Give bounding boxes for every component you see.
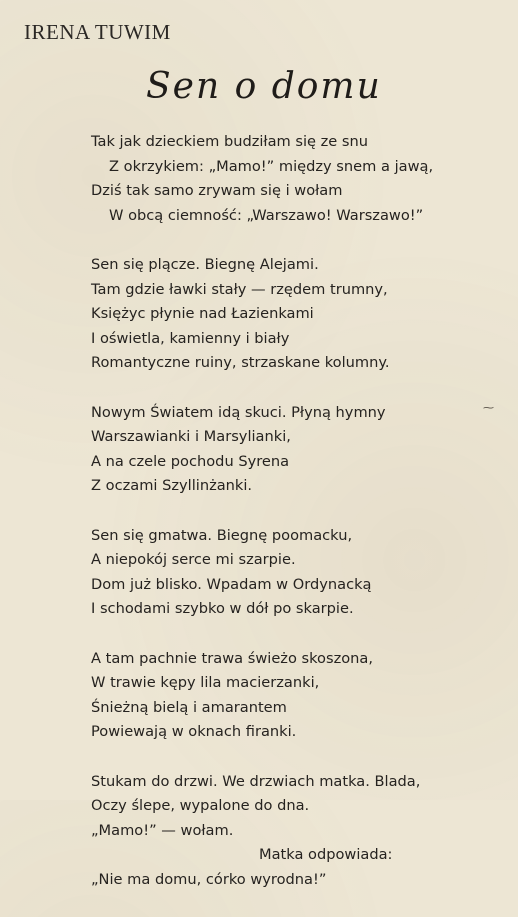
poem-line: Sen się plącze. Biegnę Alejami. [91,256,319,273]
poem-line: W trawie kępy lila macierzanki, [91,674,320,691]
poem-line: Tam gdzie ławki stały — rzędem trumny, [91,280,388,298]
poem-line: „Mamo!” — wołam. [91,821,234,839]
poem-title: Sen o domu [146,66,382,107]
poem-line: Dziś tak samo zrywam się i wołam [91,182,343,199]
poem-line: Oczy ślepe, wypalone do dna. [91,797,310,814]
stanza-4 [91,524,501,622]
poem-line: W obcą ciemność: „Warszawo! Warszawo!” [109,206,424,224]
poem-line: Romantyczne ruiny, strzaskane kolumny. [91,354,390,371]
poem-line: Z okrzykiem: „Mamo!” między snem a jawą, [109,157,434,175]
stanza-3 [91,401,501,499]
poem-line: I schodami szybko w dół po skarpie. [91,600,354,617]
poem-line: Z oczami Szyllinżanki. [91,477,253,494]
poem-line: Tak jak dzieckiem budziłam się ze snu [91,133,369,150]
print-smudge-icon: ⁓ [483,401,493,414]
stanza-1 [91,130,501,228]
poem-line: Powiewają w oknach firanki. [91,723,297,740]
poem-line: Śnieżną bielą i amarantem [91,698,287,716]
poem-line: A tam pachnie trawa świeżo skoszona, [91,649,374,667]
poem-line: Warszawianki i Marsylianki, [91,428,291,445]
poem-line: Nowym Światem idą skuci. Płyną hymny [91,403,386,421]
poem-line: Matka odpowiada: [259,846,393,863]
poem-line: A na czele pochodu Syrena [91,452,290,470]
author-name: IRENA TUWIM [24,20,171,44]
poem-line: „Nie ma domu, córko wyrodna!” [91,870,327,888]
poem-line: A niepokój serce mi szarpie. [91,551,296,568]
poem-body [91,130,501,917]
poem-line: Księżyc płynie nad Łazienkami [91,305,314,322]
poem-line: Stukam do drzwi. We drzwiach matka. Blada, [91,772,421,790]
stanza-6 [91,770,501,893]
stanza-5 [91,647,501,745]
stanza-2 [91,253,501,376]
poem-line: Sen się gmatwa. Biegnę poomacku, [91,526,353,544]
poem-line: I oświetla, kamienny i biały [91,329,290,347]
poem-line: Dom już blisko. Wpadam w Ordynacką [91,575,372,593]
